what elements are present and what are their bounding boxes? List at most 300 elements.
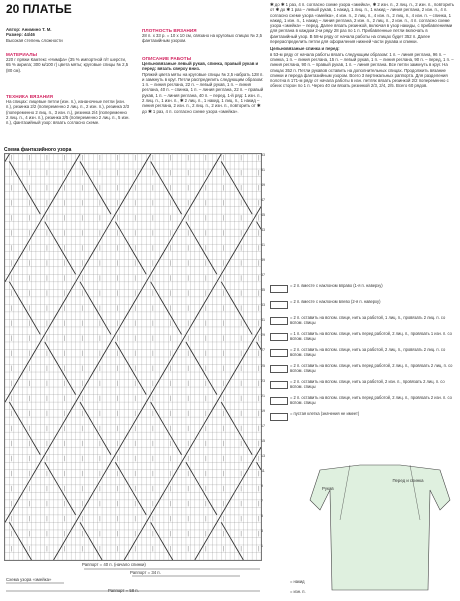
cable-mark (89, 297, 93, 305)
cable-mark (76, 274, 80, 282)
cable-mark (173, 349, 177, 357)
cable-mark (5, 154, 9, 162)
cable-mark (120, 470, 124, 478)
cable-mark (212, 282, 216, 290)
cable-mark (107, 222, 111, 230)
cable-mark (173, 470, 177, 478)
cable-mark (217, 274, 221, 282)
row-label: 47 (261, 198, 265, 203)
row-label: 53 (261, 153, 265, 157)
cable-mark (14, 500, 18, 508)
legend-izn: = изн. п. (290, 589, 306, 594)
cable-mark (195, 477, 199, 485)
cable-mark (173, 199, 177, 207)
cable-mark (23, 545, 27, 553)
cable-mark (124, 477, 128, 485)
cable-mark (54, 357, 58, 365)
cable-mark (107, 327, 111, 335)
cable-mark (155, 289, 159, 297)
cable-mark (9, 282, 13, 290)
description-heading: ОПИСАНИЕ РАБОТЫ (142, 56, 192, 61)
cable-mark (230, 417, 234, 425)
cable-mark (142, 507, 146, 515)
cable-mark (36, 342, 40, 350)
cable-mark (248, 447, 252, 455)
snake-label: Схема узора «змейка» (6, 577, 52, 582)
cable-mark (190, 319, 194, 327)
cable-mark (40, 214, 44, 222)
cable-mark (230, 372, 234, 380)
cable-mark (235, 485, 239, 493)
cable-mark (252, 214, 256, 222)
cable-mark (58, 304, 62, 312)
legend-item: = 2 п. оставить на вспом. спице, нить перед работой, 2 лиц. п., провязать 2 изн. п. со вспом. спицы (290, 395, 452, 405)
cable-mark (217, 515, 221, 523)
right-column-text (270, 2, 456, 274)
cable-mark (45, 447, 49, 455)
cable-mark (49, 319, 53, 327)
row-label: 11 (261, 468, 265, 473)
cable-mark (239, 312, 243, 320)
cable-mark (146, 515, 150, 523)
cable-mark (120, 440, 124, 448)
cable-mark (89, 492, 93, 500)
cable-mark (14, 259, 18, 267)
cable-mark (23, 244, 27, 252)
cable-mark (107, 462, 111, 470)
legend-item: = 2 п. оставить на вспом. спице, нить перед работой, 2 лиц. п., провязать 2 лиц. п. со вспом. спицы (290, 363, 453, 373)
cable-mark (71, 507, 75, 515)
cable-mark (93, 365, 97, 373)
cable-mark (164, 545, 168, 553)
cable-mark (177, 342, 181, 350)
cable-mark (120, 229, 124, 237)
cable-mark (45, 222, 49, 230)
author-block (6, 27, 130, 43)
cable-mark (62, 177, 66, 185)
rapport-brackets (4, 566, 260, 596)
cable-mark (142, 162, 146, 170)
cable-mark (221, 162, 225, 170)
cable-mark (199, 365, 203, 373)
cable-mark (36, 207, 40, 215)
cable-mark (9, 162, 13, 170)
cable-mark (80, 282, 84, 290)
cable-mark (168, 432, 172, 440)
cable-mark (142, 267, 146, 275)
sketch-outline (310, 465, 450, 590)
cable-mark (177, 447, 181, 455)
cable-mark (151, 267, 155, 275)
legend-symbol (270, 381, 288, 389)
cable-mark (243, 349, 247, 357)
cable-mark (54, 477, 58, 485)
cable-mark (137, 289, 141, 297)
cable-mark (80, 162, 84, 170)
cable-mark (14, 410, 18, 418)
cable-mark (159, 492, 163, 500)
cable-mark (107, 447, 111, 455)
cable-mark (84, 500, 88, 508)
cable-mark (98, 432, 102, 440)
cable-mark (111, 455, 115, 463)
cable-mark (129, 425, 133, 433)
cable-mark (230, 252, 234, 260)
cable-mark (18, 537, 22, 545)
cable-mark (146, 274, 150, 282)
legend-symbol (270, 413, 288, 421)
cable-mark (129, 304, 133, 312)
cable-mark (133, 177, 137, 185)
cable-mark (14, 289, 18, 297)
density-heading: ПЛОТНОСТЬ ВЯЗАНИЯ (142, 28, 197, 33)
right-text-2: в 53-м ряду от начала работы вязать следующим образом: 1 п. – линия реглана, 96 п. – спинка, 1 п. – линия реглана, 15 п. – левый рукав, 1 п. – линия реглана, 90 п. – перед, 1 п. – линия реглана, 90 п. – правый рукав, 1 п. – линия реглана. Все петли замкнуть в круг. На спицах 352 п. Петли рукавов оставить на дополнительных спицах. Продолжить вязание спинки и переда фантазийным узором. Всего 3 вертикальных раппорта. Для разделения полотна в 171-м ряду от начала работы в изн. петлях вязать резинкой 2/2 попеременно с обеих сторон по 1 п. Через 40 см вязать резинкой 2/3, 2/4, 2/5. Всего 60 рядов. (270, 51, 454, 89)
cable-mark (84, 410, 88, 418)
cable-mark (49, 470, 53, 478)
cable-mark (208, 289, 212, 297)
cable-mark (102, 349, 106, 357)
cable-mark (235, 244, 239, 252)
difficulty: Высокая степень сложности (6, 37, 63, 43)
cable-mark (137, 530, 141, 538)
cable-mark (235, 425, 239, 433)
cable-mark (27, 237, 31, 245)
cable-mark (151, 507, 155, 515)
cable-mark (243, 319, 247, 327)
legend-item: = пустая клетка (значения не имеет) (290, 411, 360, 416)
cable-mark (89, 177, 93, 185)
cable-mark (164, 425, 168, 433)
cable-mark (54, 552, 58, 560)
cable-mark (199, 485, 203, 493)
cable-mark (76, 515, 80, 523)
cable-mark (102, 199, 106, 207)
cable-mark (221, 507, 225, 515)
cable-mark (18, 297, 22, 305)
cable-mark (199, 304, 203, 312)
row-label: 45 (261, 213, 265, 218)
cable-mark (151, 387, 155, 395)
cable-mark (98, 192, 102, 200)
cable-mark (62, 297, 66, 305)
cable-mark (133, 297, 137, 305)
cable-mark (195, 312, 199, 320)
row-label: 1 (261, 543, 263, 548)
cable-mark (115, 342, 119, 350)
cable-mark (173, 440, 177, 448)
pattern-grid (5, 154, 261, 560)
cable-mark (98, 312, 102, 320)
cable-mark (248, 327, 252, 335)
cable-mark (204, 252, 208, 260)
cable-mark (23, 184, 27, 192)
cable-mark (80, 402, 84, 410)
cable-mark (31, 440, 35, 448)
cable-mark (155, 500, 159, 508)
cable-mark (14, 380, 18, 388)
legend-item: = 2 п. вместе с наклоном влево (2-я п. наверху) (290, 299, 381, 304)
cable-mark (155, 169, 159, 177)
cable-mark (151, 162, 155, 170)
cable-mark (67, 500, 71, 508)
cable-mark (124, 312, 128, 320)
row-label: 37 (261, 273, 265, 278)
cable-mark (177, 222, 181, 230)
cable-mark (199, 545, 203, 553)
cable-mark (93, 244, 97, 252)
cable-mark (36, 327, 40, 335)
cable-mark (98, 237, 102, 245)
cable-mark (226, 500, 230, 508)
cable-mark (36, 447, 40, 455)
cable-mark (14, 530, 18, 538)
cable-mark (124, 237, 128, 245)
cable-mark (235, 304, 239, 312)
cable-mark (5, 395, 9, 403)
cable-mark (9, 507, 13, 515)
cable-mark (137, 259, 141, 267)
cable-mark (212, 522, 216, 530)
cable-mark (102, 319, 106, 327)
cable-mark (182, 455, 186, 463)
cable-mark (186, 207, 190, 215)
cable-mark (111, 334, 115, 342)
cable-mark (31, 199, 35, 207)
cable-mark (58, 244, 62, 252)
cable-mark (248, 342, 252, 350)
legend-item: = 2 п. оставить на вспом. спице, нить за работой, 1 лиц. п., провязать 2 лиц. п. со вспом. спицы (290, 315, 446, 325)
cable-mark (151, 282, 155, 290)
rapport-58-label: Раппорт = 58 п. (108, 588, 139, 593)
cable-mark (212, 267, 216, 275)
author: Автор: Анимино Т. М. (6, 27, 52, 32)
cable-mark (102, 440, 106, 448)
cable-mark (230, 177, 234, 185)
cable-mark (9, 522, 13, 530)
cable-mark (93, 485, 97, 493)
cable-mark (54, 312, 58, 320)
cable-mark (129, 545, 133, 553)
cable-mark (137, 380, 141, 388)
cable-mark (204, 372, 208, 380)
cable-mark (27, 312, 31, 320)
cable-mark (120, 349, 124, 357)
cable-mark (31, 229, 35, 237)
cable-mark (239, 477, 243, 485)
cable-mark (49, 349, 53, 357)
density-section (142, 28, 264, 44)
cable-mark (93, 184, 97, 192)
cable-mark (36, 222, 40, 230)
cable-mark (84, 530, 88, 538)
cable-mark (243, 440, 247, 448)
row-labels (261, 153, 269, 559)
cable-mark (159, 417, 163, 425)
cable-mark (31, 470, 35, 478)
cable-mark (208, 169, 212, 177)
cable-mark (190, 229, 194, 237)
row-label: 5 (261, 513, 263, 518)
cable-mark (18, 372, 22, 380)
cable-mark (168, 237, 172, 245)
cable-mark (40, 334, 44, 342)
cable-mark (212, 162, 216, 170)
cable-mark (133, 372, 137, 380)
row-label: 51 (261, 168, 265, 173)
cable-mark (226, 380, 230, 388)
cable-mark (54, 432, 58, 440)
cable-mark (235, 545, 239, 553)
cable-mark (76, 395, 80, 403)
cable-mark (142, 387, 146, 395)
cable-mark (49, 440, 53, 448)
cable-mark (58, 425, 62, 433)
cable-mark (45, 327, 49, 335)
cable-mark (27, 552, 31, 560)
cable-mark (243, 229, 247, 237)
cable-mark (208, 410, 212, 418)
cable-mark (239, 357, 243, 365)
cable-mark (89, 252, 93, 260)
cable-mark (115, 222, 119, 230)
legend-item: = 2 п. оставить на вспом. спице, нить за работой, 2 изн. п., провязать 2 лиц. п. со вспом. спицы (290, 379, 445, 389)
cable-mark (80, 387, 84, 395)
cable-mark (146, 395, 150, 403)
cable-mark (98, 357, 102, 365)
cable-mark (168, 192, 172, 200)
cable-mark (177, 462, 181, 470)
cable-mark (159, 297, 163, 305)
legend-symbol (270, 285, 288, 293)
cable-mark (212, 387, 216, 395)
materials-heading: МАТЕРИАЛЫ (6, 52, 38, 57)
cable-mark (133, 417, 137, 425)
row-label: 39 (261, 258, 265, 263)
cable-mark (133, 537, 137, 545)
cable-mark (195, 192, 199, 200)
cable-mark (45, 462, 49, 470)
cable-mark (155, 530, 159, 538)
cable-mark (115, 207, 119, 215)
cable-mark (173, 229, 177, 237)
cable-mark (120, 319, 124, 327)
cable-mark (67, 530, 71, 538)
cable-mark (67, 289, 71, 297)
cable-mark (168, 552, 172, 560)
cable-mark (80, 522, 84, 530)
cable-mark (182, 334, 186, 342)
cable-mark (129, 244, 133, 252)
cable-mark (18, 177, 22, 185)
cable-mark (107, 207, 111, 215)
page-title: 20 ПЛАТЬЕ (6, 2, 72, 16)
row-label: 13 (261, 453, 265, 458)
cable-mark (204, 297, 208, 305)
cable-mark (186, 462, 190, 470)
legend-nakid: = накид (290, 579, 305, 584)
row-label: 7 (261, 498, 263, 503)
cable-mark (199, 184, 203, 192)
cable-mark (84, 289, 88, 297)
cable-mark (195, 432, 199, 440)
cable-mark (164, 244, 168, 252)
row-label: 19 (261, 408, 265, 413)
cable-mark (133, 492, 137, 500)
cable-mark (80, 507, 84, 515)
row-label: 21 (261, 393, 265, 398)
cable-mark (84, 259, 88, 267)
cable-mark (177, 207, 181, 215)
row-label: 33 (261, 303, 265, 308)
cable-mark (18, 492, 22, 500)
cable-mark (124, 432, 128, 440)
legend-symbol (270, 333, 288, 341)
cable-mark (71, 282, 75, 290)
cable-mark (62, 252, 66, 260)
legend-symbol (270, 365, 288, 373)
cable-mark (98, 552, 102, 560)
density-text: 28 п. х 33 р. = 10 х 10 см, связано на круговых спицах № 2,5 фантазийным узором. (142, 33, 263, 44)
cable-mark (204, 492, 208, 500)
cable-mark (155, 380, 159, 388)
row-label: 27 (261, 348, 265, 353)
cable-mark (71, 522, 75, 530)
technique-text: На спицах: лицевые петли (изн. п.), изнаночные петли (изн. п.), резинка 2/2 (попеременно 2 лиц. п., 2 изн. п.), резинка 2/3 (попеременно 2 лиц. п., 3 изн. п.), резинка 2/4 (попеременно 2 лиц. п., 4 изн. п.), резинка 2/5 (попеременно 2 лиц. п., 5 изн. п.), фантазийный узор: вязать согласно схеме. (6, 99, 130, 126)
cable-mark (204, 417, 208, 425)
cable-mark (84, 380, 88, 388)
cable-mark (71, 387, 75, 395)
cable-mark (159, 372, 163, 380)
legend-item: = 2 п. вместе с наклоном вправо (1-я п. наверху) (290, 283, 383, 288)
right-text-1: ✱ до ✱ 1 раз, 4 п. согласно схеме узора «змейка», ✱ 2 изн. п., 2 лиц. п., 2 изн. п., повторить от ✱ до ✱ 1 раз – левый рукав, 1 накид, 1 лиц. п., 1 накид – линия реглана, 2 изн. п., 4 п. согласно схеме узора «змейка», 4 изн. п., 2 лиц. п., 4 изн. п., 2 лиц. п., 4 изн. п. – спинка, 1 накид, 1 изн. п., 1 накид – линия реглана, 2 изн. п., 2 лиц. п., 2 изн. п., 4 п. согласно схеме узора «змейка» – перед. Далее вязать резинкой, включая в узор накиды, с прибавлениями для реглана в каждом 2-м ряду 28 раз по 1 п. Прибавленные петли включать в фантазийный узор. В 58-м ряду от начала работы на спицах будет 352 п. Далее перераспределить петли для оформления нижней части рукава и спинки. (270, 2, 455, 45)
row-label: 31 (261, 318, 265, 323)
cable-mark (89, 537, 93, 545)
cable-mark (204, 177, 208, 185)
cable-mark (235, 184, 239, 192)
cable-mark (62, 372, 66, 380)
size: Размер: 44/46 (6, 32, 35, 38)
cable-mark (226, 410, 230, 418)
cable-mark (248, 462, 252, 470)
cable-mark (195, 237, 199, 245)
cable-mark (62, 492, 66, 500)
cable-mark (115, 327, 119, 335)
description-section (142, 56, 264, 146)
cable-mark (164, 365, 168, 373)
cable-mark (199, 244, 203, 252)
cable-mark (27, 357, 31, 365)
cable-mark (80, 267, 84, 275)
row-label: 23 (261, 378, 265, 383)
cable-mark (137, 410, 141, 418)
cable-mark (31, 319, 35, 327)
legend-symbol (270, 349, 288, 357)
chart-title: Схема фантазийного узора (4, 147, 72, 153)
rapport-40-label: Раппорт = 40 п. (начало спинки) (82, 562, 146, 567)
cable-mark (49, 199, 53, 207)
cable-mark (9, 402, 13, 410)
cable-mark (190, 199, 194, 207)
cable-mark (9, 267, 13, 275)
cable-mark (230, 537, 234, 545)
cable-mark (151, 522, 155, 530)
cable-mark (195, 357, 199, 365)
cable-mark (252, 455, 256, 463)
cable-mark (89, 417, 93, 425)
cable-mark (217, 154, 221, 162)
cable-mark (221, 522, 225, 530)
garment-sketch (300, 460, 460, 600)
